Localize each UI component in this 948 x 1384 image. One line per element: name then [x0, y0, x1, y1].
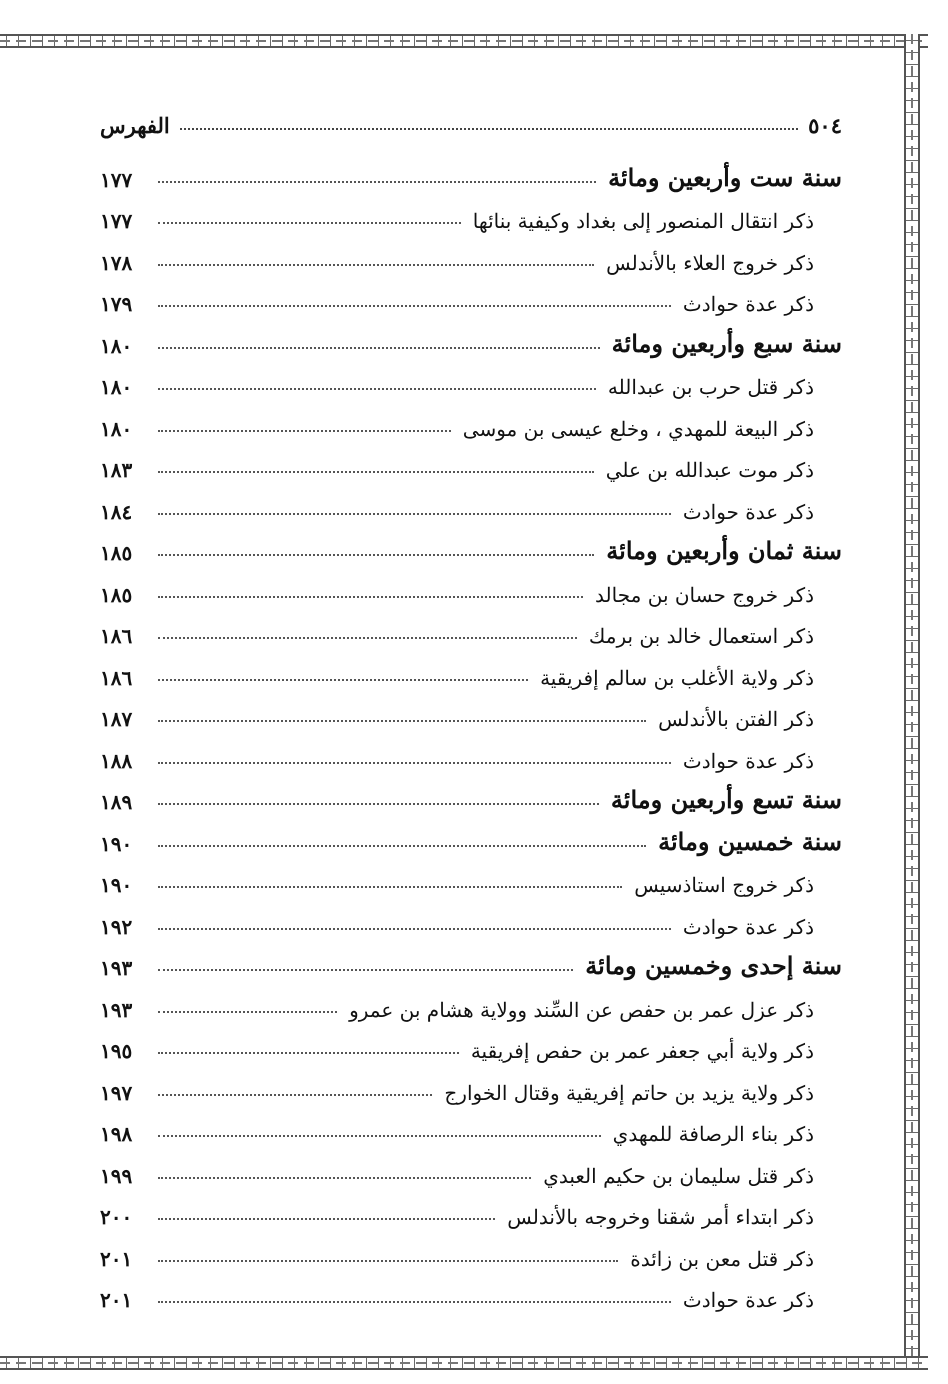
leader-dots: [158, 1135, 601, 1137]
leader-dots: [158, 1260, 618, 1262]
toc-page-number: ١٨٠: [100, 333, 133, 358]
toc-entry-title: ذكر خروج استاذسيس: [634, 873, 814, 897]
toc-entry-title: ذكر عدة حوادث: [682, 292, 814, 316]
toc-entry: [100, 441, 842, 483]
toc-entry: [100, 482, 842, 524]
toc-entry-title: ذكر انتقال المنصور إلى بغداد وكيفية بنائها: [472, 209, 814, 233]
toc-entry: [100, 648, 842, 690]
toc-entry: [100, 1105, 842, 1147]
toc-year-heading: [100, 939, 842, 981]
toc-entry: [100, 856, 842, 898]
leader-dots: [158, 513, 671, 515]
leader-dots: [158, 222, 461, 224]
toc-entry-title: ذكر عدة حوادث: [682, 748, 814, 773]
leader-dots: [158, 637, 577, 639]
toc-entry-title: ذكر ولاية يزيد بن حاتم إفريقية وقتال الخوارج: [444, 1080, 814, 1105]
toc-entry: [100, 399, 842, 441]
toc-entry-title: ذكر خروج حسان بن مجالد: [595, 582, 814, 607]
toc-entry-title: سنة تسع وأربعين ومائة: [610, 785, 842, 814]
toc-page-number: ١٩٠: [100, 831, 133, 856]
leader-dots: [158, 886, 622, 888]
toc-page-number: ١٨٧: [100, 707, 133, 731]
page-header: [100, 104, 842, 138]
toc-entry-title: سنة إحدى وخمسين ومائة: [585, 951, 842, 980]
toc-page-number: ١٩٧: [100, 1080, 133, 1105]
toc-entry-title: ذكر ولاية الأغلب بن سالم إفريقية: [540, 665, 814, 690]
toc-entry-title: سنة سبع وأربعين ومائة: [611, 328, 842, 358]
leader-dots: [158, 181, 596, 183]
toc-page-number: ١٩٣: [100, 956, 133, 980]
toc-entry: [100, 1063, 842, 1105]
toc-entry-title: ذكر عزل عمر بن حفص عن السِّند وولاية هشام بن عمرو: [349, 997, 814, 1022]
leader-dots: [158, 347, 600, 349]
toc-page-number: ١٧٧: [100, 209, 133, 233]
toc-page-number: ٢٠١: [100, 1288, 133, 1312]
toc-entry-title: ذكر موت عبدالله بن علي: [605, 458, 814, 482]
toc-entry-title: سنة ثمان وأربعين ومائة: [606, 536, 842, 565]
toc-page-number: ١٩٨: [100, 1122, 133, 1146]
leader-dots: [158, 762, 671, 764]
leader-dots: [158, 1094, 432, 1096]
toc-entry-title: ذكر خروج العلاء بالأندلس: [606, 250, 814, 275]
toc-page-number: ١٧٧: [100, 167, 133, 192]
leader-dots: [158, 1052, 459, 1054]
leader-dots: [158, 928, 671, 930]
toc-entry-title: ذكر استعمال خالد بن برمك: [588, 624, 814, 648]
ornamental-border-bottom: [0, 1356, 928, 1370]
toc-entry: [100, 1146, 842, 1188]
toc-entry: [100, 731, 842, 773]
toc-page-number: ١٨٩: [100, 790, 133, 814]
toc-page-number: ١٨٠: [100, 416, 133, 441]
toc-page-number: ١٨٥: [100, 582, 133, 607]
leader-dots: [158, 1301, 671, 1303]
toc-entry-title: ذكر عدة حوادث: [682, 914, 814, 939]
leader-dots: [158, 264, 594, 266]
toc-entry-title: ذكر البيعة للمهدي ، وخلع عيسى بن موسى: [462, 416, 814, 441]
toc-entry: [100, 275, 842, 317]
leader-dots: [158, 1177, 531, 1179]
header-leader-dots: [180, 128, 798, 130]
toc-page-number: ١٧٩: [100, 292, 133, 316]
toc-entry-title: سنة خمسين ومائة: [658, 826, 842, 856]
toc-entry-title: ذكر عدة حوادث: [682, 1288, 814, 1312]
page-title: الفهرس: [100, 113, 170, 138]
toc-entry-title: ذكر بناء الرصافة للمهدي: [612, 1122, 814, 1146]
leader-dots: [158, 845, 646, 847]
toc-entry: [100, 690, 842, 732]
leader-dots: [158, 430, 451, 432]
toc-entry: [100, 607, 842, 649]
toc-year-heading: [100, 773, 842, 815]
leader-dots: [158, 305, 671, 307]
toc-entry: [100, 192, 842, 234]
leader-dots: [158, 1011, 337, 1013]
toc-page-number: ١٨٥: [100, 541, 133, 565]
page-number: ٥٠٤: [808, 113, 842, 138]
toc-page-number: ١٨٦: [100, 665, 133, 690]
leader-dots: [158, 720, 646, 722]
toc-entry: [100, 233, 842, 275]
toc-entry: [100, 565, 842, 607]
toc-entry: [100, 1271, 842, 1313]
toc-year-heading: [100, 150, 842, 192]
toc-year-heading: [100, 814, 842, 856]
toc-entry-title: ذكر قتل حرب بن عبدالله: [607, 375, 814, 399]
toc-entry-title: ذكر الفتن بالأندلس: [658, 707, 814, 731]
toc-page-number: ١٩٩: [100, 1163, 133, 1188]
leader-dots: [158, 803, 599, 805]
leader-dots: [158, 679, 528, 681]
toc-year-heading: [100, 316, 842, 358]
toc-entry: [100, 1229, 842, 1271]
toc-page-number: ١٩٥: [100, 1039, 133, 1063]
toc-page-number: ٢٠٠: [100, 1205, 133, 1229]
toc-entry-title: ذكر ولاية أبي جعفر عمر بن حفص إفريقية: [470, 1039, 814, 1063]
toc-page-number: ١٨٤: [100, 499, 133, 524]
leader-dots: [158, 596, 583, 598]
toc-entry: [100, 1188, 842, 1230]
leader-dots: [158, 554, 594, 556]
ornamental-border-right: [904, 34, 920, 1370]
toc-page-number: ١٨٣: [100, 458, 133, 482]
toc-entry-title: سنة ست وأربعين ومائة: [608, 162, 842, 192]
ornamental-border-top: [0, 34, 928, 48]
toc-page-number: ١٩٠: [100, 873, 133, 897]
toc-page-number: ١٩٣: [100, 997, 133, 1022]
toc-page-number: ١٩٢: [100, 914, 133, 939]
toc-entry: [100, 1022, 842, 1064]
leader-dots: [158, 471, 594, 473]
toc-year-heading: [100, 524, 842, 566]
table-of-contents: [100, 150, 842, 1312]
toc-entry: [100, 897, 842, 939]
toc-page-number: ١٨٠: [100, 375, 133, 399]
toc-page-number: ١٧٨: [100, 250, 133, 275]
toc-entry-title: ذكر ابتداء أمر شقنا وخروجه بالأندلس: [507, 1205, 814, 1229]
toc-entry-title: ذكر قتل معن بن زائدة: [630, 1246, 814, 1271]
toc-entry: [100, 980, 842, 1022]
toc-entry-title: ذكر عدة حوادث: [682, 499, 814, 524]
leader-dots: [158, 1218, 495, 1220]
toc-page-number: ١٨٨: [100, 748, 133, 773]
toc-entry: [100, 358, 842, 400]
toc-entry-title: ذكر قتل سليمان بن حكيم العبدي: [543, 1163, 814, 1188]
toc-page-number: ١٨٦: [100, 624, 133, 648]
leader-dots: [158, 388, 596, 390]
leader-dots: [158, 969, 573, 971]
toc-page-number: ٢٠١: [100, 1246, 133, 1271]
